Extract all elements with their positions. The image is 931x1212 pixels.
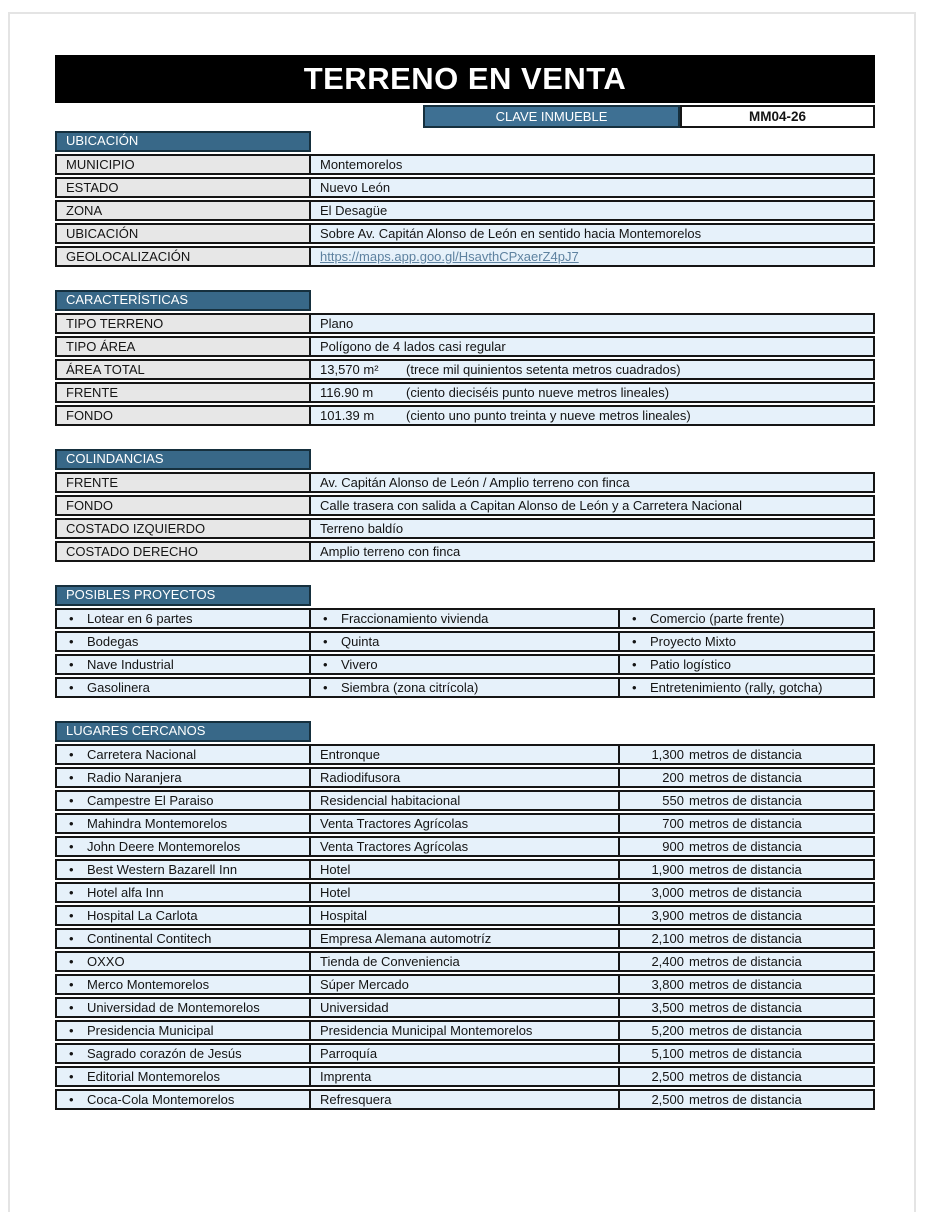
section-header-ubicacion: UBICACIÓN (55, 131, 311, 152)
section-ubicacion (55, 131, 875, 267)
distance-value: 700 (662, 816, 684, 831)
project-item: • Comercio (parte frente) (620, 610, 873, 627)
row-value: Plano (320, 316, 354, 331)
table-row (55, 541, 875, 562)
distance-value: 2,500 (651, 1092, 684, 1107)
distance-value: 5,200 (651, 1023, 684, 1038)
row-value-cell (311, 407, 873, 424)
row-label: FRENTE (57, 384, 311, 401)
place-description: Venta Tractores Agrícolas (311, 815, 620, 832)
row-label: ZONA (57, 202, 311, 219)
table-row (55, 790, 875, 811)
clave-inmueble-value: MM04-26 (680, 105, 875, 128)
distance-suffix: metros de distancia (689, 1092, 802, 1107)
place-description: Empresa Alemana automotríz (311, 930, 620, 947)
distance-suffix: metros de distancia (689, 931, 802, 946)
place-name: • Editorial Montemorelos (57, 1068, 311, 1085)
row-value: Sobre Av. Capitán Alonso de León en sentido hacia Montemorelos (320, 226, 702, 241)
project-item: • Vivero (311, 656, 620, 673)
table-row (55, 1043, 875, 1064)
document-title: TERRENO EN VENTA (303, 61, 627, 96)
place-name: • Coca-Cola Montemorelos (57, 1091, 311, 1108)
project-item: • Siembra (zona citrícola) (311, 679, 620, 696)
place-description: Hotel (311, 861, 620, 878)
place-distance (620, 907, 873, 924)
distance-suffix: metros de distancia (689, 1046, 802, 1061)
distance-suffix: metros de distancia (689, 793, 802, 808)
project-item: • Lotear en 6 partes (57, 610, 311, 627)
distance-value: 550 (662, 793, 684, 808)
place-distance (620, 999, 873, 1016)
distance-value: 2,100 (651, 931, 684, 946)
distance-value: 900 (662, 839, 684, 854)
distance-value: 2,500 (651, 1069, 684, 1084)
place-distance (620, 769, 873, 786)
clave-inmueble-row (55, 105, 875, 128)
section-header-posibles-proyectos: POSIBLES PROYECTOS (55, 585, 311, 606)
distance-value: 2,400 (651, 954, 684, 969)
distance-value: 1,900 (651, 862, 684, 877)
place-name: • Mahindra Montemorelos (57, 815, 311, 832)
clave-spacer (55, 105, 423, 128)
section-header-lugares-cercanos: LUGARES CERCANOS (55, 721, 311, 742)
row-label: FONDO (57, 497, 311, 514)
row-value-cell (311, 202, 873, 219)
table-row (55, 472, 875, 493)
table-row (55, 336, 875, 357)
geolocation-link[interactable]: https://maps.app.goo.gl/HsavthCPxaerZ4pJ7 (320, 249, 579, 264)
place-description: Residencial habitacional (311, 792, 620, 809)
place-description: Venta Tractores Agrícolas (311, 838, 620, 855)
section-lugares-cercanos (55, 721, 875, 1110)
place-description: Hospital (311, 907, 620, 924)
distance-suffix: metros de distancia (689, 885, 802, 900)
table-row (55, 608, 875, 629)
row-value-cell (311, 474, 873, 491)
table-row (55, 495, 875, 516)
table-row (55, 654, 875, 675)
table-row (55, 177, 875, 198)
table-row (55, 246, 875, 267)
table-row (55, 767, 875, 788)
row-value: El Desagüe (320, 203, 388, 218)
row-value-note: (ciento dieciséis punto nueve metros lineales) (406, 385, 670, 400)
row-value-note: (trece mil quinientos setenta metros cuadrados) (406, 362, 681, 377)
distance-suffix: metros de distancia (689, 770, 802, 785)
place-distance (620, 930, 873, 947)
distance-value: 1,300 (651, 747, 684, 762)
row-value-cell (311, 520, 873, 537)
row-value-cell (311, 248, 873, 265)
row-value: Calle trasera con salida a Capitan Alonso de León y a Carretera Nacional (320, 498, 743, 513)
section-header-colindancias: COLINDANCIAS (55, 449, 311, 470)
row-value-note: (ciento uno punto treinta y nueve metros lineales) (406, 408, 691, 423)
row-value-cell (311, 225, 873, 242)
table-row (55, 951, 875, 972)
distance-suffix: metros de distancia (689, 977, 802, 992)
place-name: • John Deere Montemorelos (57, 838, 311, 855)
table-row (55, 905, 875, 926)
place-distance (620, 1091, 873, 1108)
distance-suffix: metros de distancia (689, 839, 802, 854)
row-label: COSTADO DERECHO (57, 543, 311, 560)
row-value-cell (311, 384, 873, 401)
place-distance (620, 746, 873, 763)
distance-suffix: metros de distancia (689, 1000, 802, 1015)
table-row (55, 974, 875, 995)
row-label: TIPO TERRENO (57, 315, 311, 332)
table-row (55, 677, 875, 698)
section-caracteristicas (55, 290, 875, 426)
place-name: • Best Western Bazarell Inn (57, 861, 311, 878)
table-row (55, 382, 875, 403)
row-label: ESTADO (57, 179, 311, 196)
table-row (55, 997, 875, 1018)
place-distance (620, 792, 873, 809)
row-label: COSTADO IZQUIERDO (57, 520, 311, 537)
place-name: • Universidad de Montemorelos (57, 999, 311, 1016)
table-row (55, 154, 875, 175)
place-name: • Radio Naranjera (57, 769, 311, 786)
place-distance (620, 884, 873, 901)
distance-suffix: metros de distancia (689, 1069, 802, 1084)
row-value-cell (311, 497, 873, 514)
place-name: • Presidencia Municipal (57, 1022, 311, 1039)
distance-value: 3,000 (651, 885, 684, 900)
distance-suffix: metros de distancia (689, 862, 802, 877)
sections-container (55, 131, 875, 1110)
place-distance (620, 815, 873, 832)
row-value: Polígono de 4 lados casi regular (320, 339, 506, 354)
table-row (55, 1066, 875, 1087)
project-item: • Gasolinera (57, 679, 311, 696)
row-label: UBICACIÓN (57, 225, 311, 242)
project-item: • Fraccionamiento vivienda (311, 610, 620, 627)
row-label: TIPO ÁREA (57, 338, 311, 355)
place-name: • Carretera Nacional (57, 746, 311, 763)
row-label: FONDO (57, 407, 311, 424)
row-value: Nuevo León (320, 180, 391, 195)
table-row (55, 518, 875, 539)
place-name: • Merco Montemorelos (57, 976, 311, 993)
table-row (55, 1089, 875, 1110)
row-label: GEOLOCALIZACIÓN (57, 248, 311, 265)
table-row (55, 200, 875, 221)
place-description: Entronque (311, 746, 620, 763)
place-name: • OXXO (57, 953, 311, 970)
project-item: • Proyecto Mixto (620, 633, 873, 650)
place-name: • Sagrado corazón de Jesús (57, 1045, 311, 1062)
place-description: Universidad (311, 999, 620, 1016)
project-item: • Patio logístico (620, 656, 873, 673)
row-label: MUNICIPIO (57, 156, 311, 173)
place-distance (620, 976, 873, 993)
place-description: Tienda de Conveniencia (311, 953, 620, 970)
row-value-cell (311, 179, 873, 196)
table-row (55, 1020, 875, 1041)
place-name: • Continental Contitech (57, 930, 311, 947)
table-row (55, 744, 875, 765)
row-value: Terreno baldío (320, 521, 404, 536)
row-value-cell (311, 543, 873, 560)
table-row (55, 859, 875, 880)
clave-inmueble-label: CLAVE INMUEBLE (423, 105, 680, 128)
table-row (55, 882, 875, 903)
place-description: Imprenta (311, 1068, 620, 1085)
section-posibles-proyectos (55, 585, 875, 698)
distance-value: 3,900 (651, 908, 684, 923)
place-description: Parroquía (311, 1045, 620, 1062)
project-item: • Entretenimiento (rally, gotcha) (620, 679, 873, 696)
place-description: Súper Mercado (311, 976, 620, 993)
section-header-caracteristicas: CARACTERÍSTICAS (55, 290, 311, 311)
row-value: Av. Capitán Alonso de León / Amplio terreno con finca (320, 475, 630, 490)
row-value-cell (311, 315, 873, 332)
distance-value: 5,100 (651, 1046, 684, 1061)
row-value: 101.39 m (320, 408, 375, 423)
project-item: • Quinta (311, 633, 620, 650)
place-description: Radiodifusora (311, 769, 620, 786)
distance-value: 3,800 (651, 977, 684, 992)
section-colindancias (55, 449, 875, 562)
distance-suffix: metros de distancia (689, 816, 802, 831)
row-value-cell (311, 361, 873, 378)
row-value-cell (311, 156, 873, 173)
place-distance (620, 1068, 873, 1085)
project-item: • Bodegas (57, 633, 311, 650)
row-value: Montemorelos (320, 157, 403, 172)
table-row (55, 813, 875, 834)
distance-value: 3,500 (651, 1000, 684, 1015)
project-item: • Nave Industrial (57, 656, 311, 673)
place-distance (620, 861, 873, 878)
place-distance (620, 1045, 873, 1062)
distance-value: 200 (662, 770, 684, 785)
place-name: • Hospital La Carlota (57, 907, 311, 924)
table-row (55, 359, 875, 380)
place-description: Hotel (311, 884, 620, 901)
place-distance (620, 838, 873, 855)
row-label: FRENTE (57, 474, 311, 491)
place-distance (620, 953, 873, 970)
row-value-cell (311, 338, 873, 355)
place-distance (620, 1022, 873, 1039)
distance-suffix: metros de distancia (689, 1023, 802, 1038)
table-row (55, 928, 875, 949)
distance-suffix: metros de distancia (689, 908, 802, 923)
table-row (55, 836, 875, 857)
table-row (55, 405, 875, 426)
place-description: Presidencia Municipal Montemorelos (311, 1022, 620, 1039)
row-value: 116.90 m (320, 385, 374, 400)
row-value: Amplio terreno con finca (320, 544, 461, 559)
row-value: 13,570 m² (320, 362, 379, 377)
table-row (55, 313, 875, 334)
place-name: • Campestre El Paraiso (57, 792, 311, 809)
place-name: • Hotel alfa Inn (57, 884, 311, 901)
distance-suffix: metros de distancia (689, 954, 802, 969)
place-description: Refresquera (311, 1091, 620, 1108)
row-label: ÁREA TOTAL (57, 361, 311, 378)
document-title-bar (55, 55, 875, 103)
table-row (55, 631, 875, 652)
table-row (55, 223, 875, 244)
document-page (55, 55, 875, 1110)
distance-suffix: metros de distancia (689, 747, 802, 762)
